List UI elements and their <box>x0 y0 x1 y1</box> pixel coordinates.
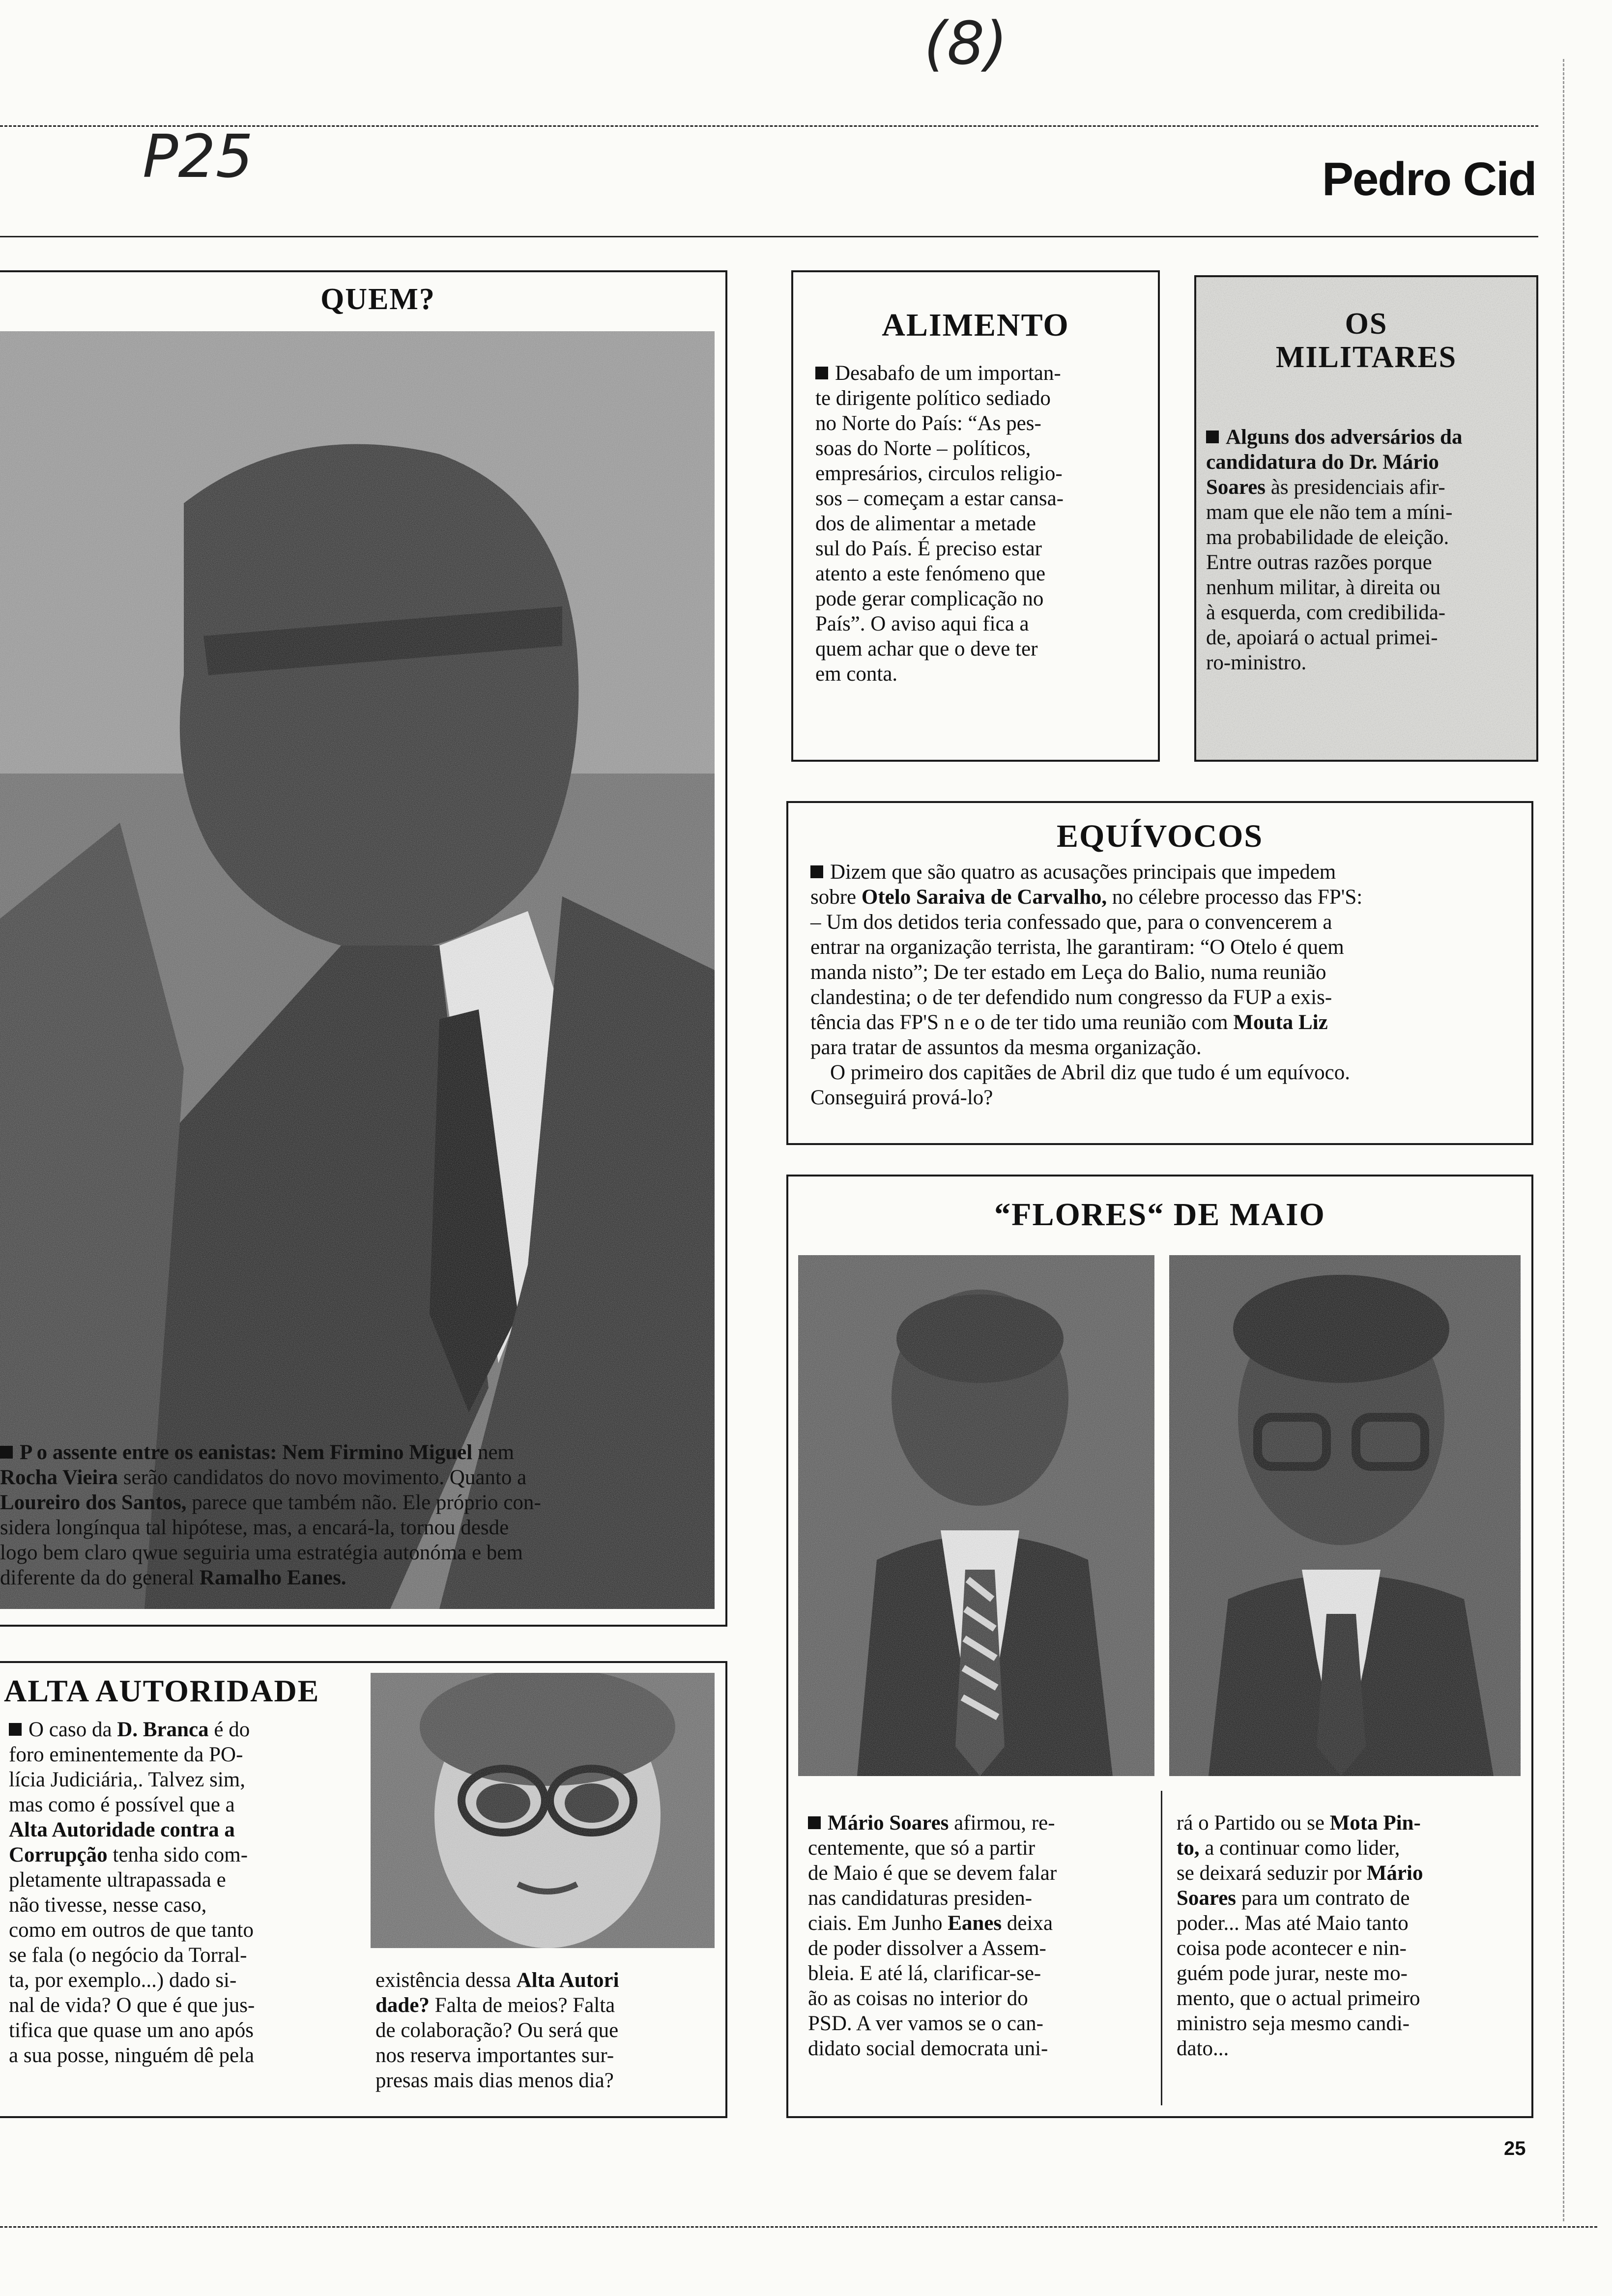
quem-text-line <box>0 1440 698 1465</box>
flores-col1-line <box>808 2011 1142 2036</box>
text-run: Mário Soares <box>828 1811 949 1835</box>
flores-col2-line <box>1177 1911 1496 1936</box>
alta-col1-line <box>9 1792 333 1817</box>
alimento-text-line <box>815 361 1140 386</box>
text-run: às presidenciais afir- <box>1266 476 1445 499</box>
alta-col1-line <box>9 1943 333 1968</box>
text-run: em conta. <box>815 662 898 686</box>
text-run: afirmou, re- <box>949 1811 1055 1835</box>
text-run: Alguns dos adversários da <box>1226 426 1463 449</box>
text-run: sobre <box>810 886 862 909</box>
text-run: parece que também não. Ele próprio con- <box>186 1491 541 1514</box>
text-run: Eanes <box>948 1912 1002 1935</box>
text-run: Falta de meios? Falta <box>429 1994 615 2017</box>
alta-col1-line <box>9 1767 333 1792</box>
alta-col1-line <box>9 1842 333 1867</box>
text-run: tifica que quase um ano após <box>9 2019 254 2042</box>
text-run: foro eminentemente da PO- <box>9 1743 243 1766</box>
alimento-text-line <box>815 586 1140 611</box>
header-rule-top <box>0 125 1538 127</box>
alta-col1-line <box>9 1817 333 1842</box>
alimento-text-line <box>815 636 1140 661</box>
text-run: quem achar que o deve ter <box>815 637 1038 660</box>
bullet-square-icon <box>810 865 823 878</box>
text-run: ma probabilidade de eleição. <box>1206 526 1449 549</box>
text-run: sos – começam a estar cansa- <box>815 487 1064 510</box>
militares-text-line <box>1206 625 1530 650</box>
quem-box <box>0 270 727 1627</box>
text-run: Alta Autori <box>516 1969 619 1992</box>
flores-col2-line <box>1177 2036 1496 2061</box>
text-run: a sua posse, ninguém dê pela <box>9 2044 255 2067</box>
flores-col1-line <box>808 1810 1142 1836</box>
alta-col2-line <box>375 2068 705 2093</box>
text-run: nas candidaturas presiden- <box>808 1887 1033 1910</box>
militares-text-line <box>1206 500 1530 525</box>
quem-text-line <box>0 1490 698 1515</box>
quem-text-line <box>0 1540 698 1565</box>
text-run: O primeiro dos capitães de Abril diz que tudo é um equívoco. <box>830 1061 1351 1084</box>
text-run: nenhum militar, à direita ou <box>1206 576 1441 599</box>
equivocos-text <box>810 860 1518 1110</box>
alta-box <box>0 1661 727 2118</box>
equivocos-text-line <box>810 1035 1518 1060</box>
equivocos-text-line <box>810 985 1518 1010</box>
alta-photo-image <box>371 1673 715 1948</box>
flores-col1-line <box>808 1836 1142 1861</box>
militares-box <box>1194 275 1538 762</box>
alta-col2-line <box>375 2018 705 2043</box>
flores-col2-line <box>1177 1886 1496 1911</box>
text-run: ão as coisas no interior do <box>808 1987 1028 2010</box>
text-run: te dirigente político sediado <box>815 387 1051 410</box>
quem-text <box>0 1440 698 1590</box>
alimento-text-line <box>815 536 1140 561</box>
equivocos-text-line <box>810 1010 1518 1035</box>
text-run: pletamente ultrapassada e <box>9 1868 226 1892</box>
text-run: no célebre processo das FP'S: <box>1107 886 1363 909</box>
equivocos-text-line <box>810 1060 1518 1085</box>
page-number: 25 <box>1504 2138 1526 2159</box>
text-run: como em outros de que tanto <box>9 1919 254 1942</box>
text-run: de Maio é que se devem falar <box>808 1862 1057 1885</box>
equivocos-text-line <box>810 935 1518 960</box>
flores-col1-line <box>808 1936 1142 1961</box>
text-run: Loureiro dos Santos, <box>0 1491 187 1514</box>
flores-col2-line <box>1177 1810 1496 1836</box>
alta-col2-line <box>375 1968 705 1993</box>
alta-col2-line <box>375 2043 705 2068</box>
text-run: diferente da do general <box>0 1566 200 1589</box>
text-run: rá o Partido ou se <box>1177 1811 1330 1835</box>
militares-text-line <box>1206 450 1530 475</box>
alimento-text-line <box>815 461 1140 486</box>
text-run: mam que ele não tem a míni- <box>1206 501 1453 524</box>
text-run: se fala (o negócio da Torral- <box>9 1944 247 1967</box>
text-run: de, apoiará o actual primei- <box>1206 626 1438 649</box>
alta-text-col2 <box>375 1968 705 2093</box>
bullet-square-icon <box>808 1816 821 1829</box>
equivocos-text-line <box>810 885 1518 910</box>
flores-col1-line <box>808 1886 1142 1911</box>
equivocos-text-line <box>810 910 1518 935</box>
text-run: atento a este fenómeno que <box>815 562 1046 585</box>
alimento-text-line <box>815 411 1140 436</box>
text-run: dato... <box>1177 2037 1229 2060</box>
text-run: não tivesse, nesse caso, <box>9 1894 207 1917</box>
flores-col1-line <box>808 1911 1142 1936</box>
alta-title: ALTA AUTORIDADE <box>4 1673 320 1708</box>
text-run: presas mais dias menos dia? <box>375 2069 614 2092</box>
text-run: se deixará seduzir por <box>1177 1862 1367 1885</box>
bullet-square-icon <box>1206 430 1219 443</box>
alimento-text-line <box>815 386 1140 411</box>
alimento-title: ALIMENTO <box>882 307 1069 343</box>
text-run: Otelo Saraiva de Carvalho, <box>861 886 1107 909</box>
flores-column-divider <box>1161 1791 1162 2105</box>
flores-photo-left <box>798 1255 1154 1776</box>
text-run: Entre outras razões porque <box>1206 551 1432 574</box>
text-run: logo bem claro qwue seguiria uma estratégia autonóma e bem <box>0 1541 523 1564</box>
bullet-square-icon <box>9 1723 22 1736</box>
text-run: bleia. E até lá, clarificar-se- <box>808 1962 1041 1985</box>
text-run: a continuar como lider, <box>1199 1837 1400 1860</box>
text-run: é do <box>208 1718 250 1741</box>
text-run: ministro seja mesmo candi- <box>1177 2012 1410 2035</box>
text-run: para tratar de assuntos da mesma organização. <box>810 1036 1202 1059</box>
flores-col2-line <box>1177 1936 1496 1961</box>
equivocos-title: EQUÍVOCOS <box>1056 818 1264 854</box>
flores-col2-line <box>1177 1861 1496 1886</box>
text-run: didato social democrata uni- <box>808 2037 1048 2060</box>
flores-text-col1 <box>808 1810 1142 2061</box>
text-run: poder... Mas até Maio tanto <box>1177 1912 1409 1935</box>
text-run: ta, por exemplo...) dado si- <box>9 1969 237 1992</box>
alta-col1-line <box>9 1968 333 1993</box>
alimento-text <box>815 361 1140 687</box>
author-name: Pedro Cid <box>1322 153 1536 205</box>
text-run: Mouta Liz <box>1233 1011 1328 1034</box>
flores-photo-left-image <box>798 1255 1154 1776</box>
text-run: lícia Judiciária,. Talvez sim, <box>9 1768 245 1791</box>
text-run: tência das FP'S n e o de ter tido uma reunião com <box>810 1011 1234 1034</box>
flores-col2-line <box>1177 1961 1496 1986</box>
text-run: clandestina; o de ter defendido num congresso da FUP a exis- <box>810 986 1332 1009</box>
text-run: coisa pode acontecer e nin- <box>1177 1937 1407 1960</box>
alta-col1-line <box>9 1893 333 1918</box>
alimento-text-line <box>815 561 1140 586</box>
text-run: – Um dos detidos teria confessado que, para o convencerem a <box>810 911 1332 934</box>
militares-text-line <box>1206 425 1530 450</box>
alta-col1-line <box>9 1742 333 1767</box>
flores-text-col2 <box>1177 1810 1496 2061</box>
text-run: sidera longínqua tal hipótese, mas, a encará-la, tornou desde <box>0 1516 509 1539</box>
militares-text-line <box>1206 525 1530 550</box>
alta-col1-line <box>9 2018 333 2043</box>
text-run: dade? <box>375 1994 430 2017</box>
text-run: tenha sido com- <box>107 1843 248 1866</box>
quem-text-line <box>0 1515 698 1540</box>
handwritten-page-mark: (8) <box>924 10 1008 78</box>
flores-col1-line <box>808 1861 1142 1886</box>
alta-col1-line <box>9 2043 333 2068</box>
alta-photo <box>371 1673 715 1948</box>
text-run: pode gerar complicação no <box>815 587 1044 610</box>
text-run: nos reserva importantes sur- <box>375 2044 614 2067</box>
equivocos-text-line <box>810 860 1518 885</box>
flores-box <box>786 1175 1533 2118</box>
flores-col2-line <box>1177 1986 1496 2011</box>
text-run: Ramalho Eanes. <box>199 1566 346 1589</box>
text-run: Mota Pin- <box>1329 1811 1421 1835</box>
militares-text-line <box>1206 575 1530 600</box>
text-run: para um contrato de <box>1236 1887 1410 1910</box>
militares-text-line <box>1206 600 1530 625</box>
text-run: PSD. A ver vamos se o can- <box>808 2012 1043 2035</box>
quem-photo-image <box>0 331 715 1609</box>
text-run: empresários, circulos religio- <box>815 462 1063 485</box>
alta-col1-line <box>9 1717 333 1742</box>
alta-col1-line <box>9 1993 333 2018</box>
flores-col2-line <box>1177 2011 1496 2036</box>
equivocos-text-line <box>810 1085 1518 1110</box>
footer-rule <box>0 2226 1597 2228</box>
alta-col1-line <box>9 1867 333 1893</box>
right-edge-dashes <box>1563 59 1564 2221</box>
militares-title-line2: MILITARES <box>1275 341 1457 374</box>
bullet-square-icon <box>0 1446 13 1459</box>
text-run: guém pode jurar, neste mo- <box>1177 1962 1408 1985</box>
militares-text-line <box>1206 475 1530 500</box>
text-run: P o assente entre os eanistas: Nem Firmino Miguel <box>20 1441 473 1464</box>
text-run: de colaboração? Ou será que <box>375 2019 619 2042</box>
text-run: serão candidatos do novo movimento. Quanto a <box>118 1466 527 1489</box>
flores-col2-line <box>1177 1836 1496 1861</box>
alta-col1-line <box>9 1918 333 1943</box>
flores-photo-right-image <box>1169 1255 1521 1776</box>
quem-title: QUEM? <box>320 283 435 316</box>
text-run: à esquerda, com credibilida- <box>1206 601 1446 624</box>
quem-text-line <box>0 1565 698 1590</box>
quem-text-line <box>0 1465 698 1490</box>
bullet-square-icon <box>815 367 828 379</box>
text-run: Soares <box>1177 1887 1237 1910</box>
text-run: centemente, que só a partir <box>808 1837 1036 1860</box>
text-run: O caso da <box>29 1718 117 1741</box>
flores-photo-right <box>1169 1255 1521 1776</box>
handwritten-page-code: P25 <box>143 123 254 191</box>
text-run: entrar na organização terrista, lhe garantiram: “O Otelo é quem <box>810 936 1344 959</box>
flores-title: “FLORES“ DE MAIO <box>994 1197 1325 1233</box>
header-rule-bottom <box>0 236 1538 237</box>
text-run: Soares <box>1206 476 1266 499</box>
text-run: Corrupção <box>9 1843 108 1866</box>
text-run: Mário <box>1366 1862 1423 1885</box>
alta-text-col1 <box>9 1717 333 2068</box>
text-run: Dizem que são quatro as acusações principais que impedem <box>830 861 1336 884</box>
text-run: existência dessa <box>375 1969 517 1992</box>
text-run: nal de vida? O que é que jus- <box>9 1994 255 2017</box>
flores-col1-line <box>808 1986 1142 2011</box>
alimento-text-line <box>815 611 1140 636</box>
alta-col2-line <box>375 1993 705 2018</box>
text-run: dos de alimentar a metade <box>815 512 1036 535</box>
text-run: Conseguirá prová-lo? <box>810 1086 993 1109</box>
text-run: ciais. Em Junho <box>808 1912 948 1935</box>
text-run: mento, que o actual primeiro <box>1177 1987 1420 2010</box>
text-run: ro-ministro. <box>1206 651 1307 674</box>
text-run: manda nisto”; De ter estado em Leça do Balio, numa reunião <box>810 961 1326 984</box>
alimento-text-line <box>815 486 1140 511</box>
equivocos-box <box>786 801 1533 1145</box>
text-run: to, <box>1177 1837 1200 1860</box>
text-run: deixa <box>1002 1912 1053 1935</box>
alimento-box <box>791 270 1160 762</box>
text-run: mas como é possível que a <box>9 1793 235 1816</box>
militares-title-line1: OS <box>1345 307 1388 341</box>
flores-col1-line <box>808 2036 1142 2061</box>
text-run: Desabafo de um importan- <box>835 362 1061 385</box>
text-run: candidatura do Dr. Mário <box>1206 451 1439 474</box>
alimento-text-line <box>815 661 1140 687</box>
text-run: D. Branca <box>117 1718 209 1741</box>
militares-text-line <box>1206 650 1530 675</box>
text-run: sul do País. É preciso estar <box>815 537 1042 560</box>
quem-photo <box>0 331 715 1609</box>
militares-text-line <box>1206 550 1530 575</box>
text-run: nem <box>472 1441 514 1464</box>
alimento-text-line <box>815 511 1140 536</box>
militares-text <box>1206 425 1530 675</box>
equivocos-text-line <box>810 960 1518 985</box>
flores-col1-line <box>808 1961 1142 1986</box>
text-run: de poder dissolver a Assem- <box>808 1937 1046 1960</box>
text-run: Rocha Vieira <box>0 1466 118 1489</box>
alimento-text-line <box>815 436 1140 461</box>
text-run: no Norte do País: “As pes- <box>815 412 1041 435</box>
text-run: soas do Norte – políticos, <box>815 437 1031 460</box>
text-run: País”. O aviso aqui fica a <box>815 612 1029 635</box>
text-run: Alta Autoridade contra a <box>9 1818 235 1841</box>
